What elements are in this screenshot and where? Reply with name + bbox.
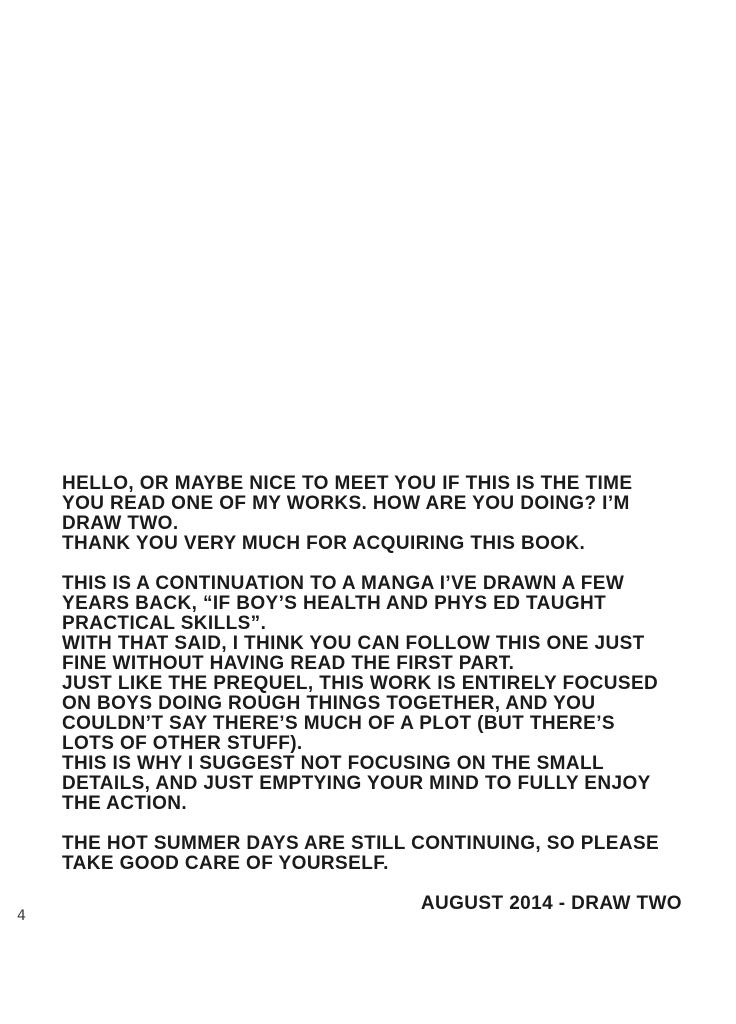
afterword-text: [62, 474, 682, 914]
text-line: DETAILS, AND JUST EMPTYING YOUR MIND TO FULLY ENJOY: [62, 773, 651, 794]
text-line: TAKE GOOD CARE OF YOURSELF.: [62, 853, 389, 874]
text-line: JUST LIKE THE PREQUEL, THIS WORK IS ENTIRELY FOCUSED: [62, 673, 659, 694]
paragraph: [62, 834, 682, 874]
text-line: COULDN’T SAY THERE’S MUCH OF A PLOT (BUT THERE’S: [62, 713, 615, 734]
text-line: HELLO, OR MAYBE NICE TO MEET YOU IF THIS IS THE TIME: [62, 473, 633, 494]
text-line: ON BOYS DOING ROUGH THINGS TOGETHER, AND YOU: [62, 693, 596, 714]
signature-line: AUGUST 2014 - DRAW TWO: [420, 893, 682, 914]
text-line: PRACTICAL SKILLS”.: [62, 613, 267, 634]
text-line: THIS IS A CONTINUATION TO A MANGA I’VE DRAWN A FEW: [62, 573, 625, 594]
text-line: THE HOT SUMMER DAYS ARE STILL CONTINUING, SO PLEASE: [62, 833, 660, 854]
text-line: DRAW TWO.: [62, 513, 179, 534]
page-number: 4: [17, 908, 26, 924]
text-line: YEARS BACK, “IF BOY’S HEALTH AND PHYS ED TAUGHT: [62, 593, 607, 614]
text-line: LOTS OF OTHER STUFF).: [62, 733, 303, 754]
paragraph: [62, 474, 682, 554]
text-line: YOU READ ONE OF MY WORKS. HOW ARE YOU DOING? I’M: [62, 493, 630, 514]
text-line: THANK YOU VERY MUCH FOR ACQUIRING THIS BOOK.: [62, 533, 586, 554]
text-line: FINE WITHOUT HAVING READ THE FIRST PART.: [62, 653, 515, 674]
text-line: THE ACTION.: [62, 793, 188, 814]
text-line: THIS IS WHY I SUGGEST NOT FOCUSING ON THE SMALL: [62, 753, 605, 774]
text-line: WITH THAT SAID, I THINK YOU CAN FOLLOW THIS ONE JUST: [62, 633, 645, 654]
afterword-paragraphs: [62, 474, 682, 874]
paragraph: [62, 574, 682, 814]
